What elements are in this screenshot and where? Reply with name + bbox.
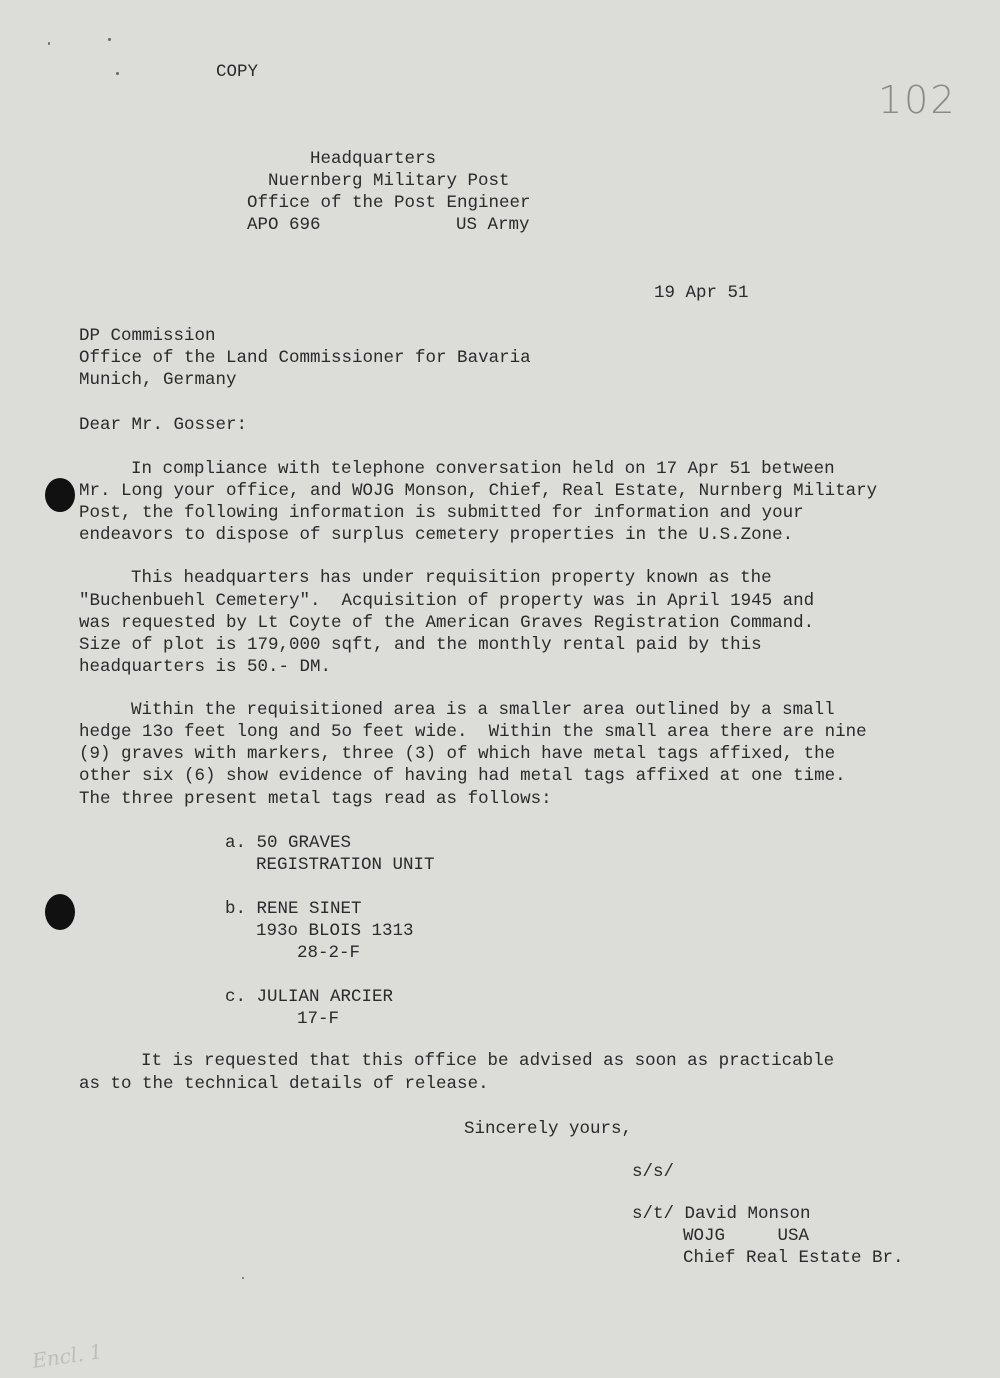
paragraph-line: endeavors to dispose of surplus cemetery properties in the U.S.Zone. <box>79 525 794 545</box>
paragraph-line: hedge 13o feet long and 5o feet wide. Within the small area there are nine <box>79 722 867 742</box>
letterhead-army: US Army <box>456 215 530 235</box>
punch-hole-bottom <box>45 894 75 930</box>
paragraph-line: It is requested that this office be advised as soon as practicable <box>141 1051 835 1071</box>
paragraph-line: (9) graves with markers, three (3) of which have metal tags affixed, the <box>79 744 836 764</box>
recipient-line1: DP Commission <box>79 326 216 346</box>
tag-b-line2: 193o BLOIS 1313 <box>256 921 414 941</box>
copy-mark: COPY <box>216 62 259 82</box>
closing: Sincerely yours, <box>464 1119 633 1139</box>
paragraph-line: other six (6) show evidence of having had metal tags affixed at one time. <box>79 766 846 786</box>
tag-b-line3: 28-2-F <box>297 943 361 963</box>
letter-date: 19 Apr 51 <box>654 283 749 303</box>
paragraph-line: was requested by Lt Coyte of the American Graves Registration Command. <box>79 613 815 633</box>
signature-mark: s/s/ <box>632 1162 675 1182</box>
paragraph-line: In compliance with telephone conversation held on 17 Apr 51 between <box>131 459 835 479</box>
salutation: Dear Mr. Gosser: <box>79 415 248 435</box>
page-number: 102 <box>878 78 957 122</box>
punch-hole-top <box>45 478 75 512</box>
paper-speck <box>108 38 111 41</box>
tag-c-line1: c. JULIAN ARCIER <box>225 987 394 1007</box>
paragraph-line: The three present metal tags read as follows: <box>79 789 552 809</box>
recipient-line3: Munich, Germany <box>79 370 237 390</box>
tag-b-line1: b. RENE SINET <box>225 899 362 919</box>
letterhead-line3: Office of the Post Engineer <box>247 193 531 213</box>
paragraph-line: Mr. Long your office, and WOJG Monson, Chief, Real Estate, Nurnberg Military <box>79 481 878 501</box>
paragraph-line: Post, the following information is submitted for information and your <box>79 503 804 523</box>
letterhead-line2: Nuernberg Military Post <box>268 171 510 191</box>
signature-line1: s/t/ David Monson <box>632 1204 811 1224</box>
paragraph-line: Size of plot is 179,000 sqft, and the monthly rental paid by this <box>79 635 762 655</box>
signature-line3: Chief Real Estate Br. <box>683 1248 904 1268</box>
tag-c-line2: 17-F <box>297 1009 340 1029</box>
recipient-line2: Office of the Land Commissioner for Bavaria <box>79 348 531 368</box>
paragraph-line: as to the technical details of release. <box>79 1074 489 1094</box>
paragraph-line: "Buchenbuehl Cemetery". Acquisition of property was in April 1945 and <box>79 591 815 611</box>
letterhead-line1: Headquarters <box>310 149 437 169</box>
paragraph-line: Within the requisitioned area is a smaller area outlined by a small <box>131 700 835 720</box>
enclosure-note: Encl. 1 <box>30 1339 104 1373</box>
signature-line2: WOJG USA <box>683 1226 810 1246</box>
paragraph-line: This headquarters has under requisition property known as the <box>131 568 772 588</box>
paper-speck <box>116 72 119 75</box>
letterhead-apo: APO 696 <box>247 215 321 235</box>
tag-a-line2: REGISTRATION UNIT <box>256 855 435 875</box>
paper-speck <box>48 42 50 45</box>
paragraph-line: headquarters is 50.- DM. <box>79 657 332 677</box>
paper-speck <box>242 1277 244 1279</box>
tag-a-line1: a. 50 GRAVES <box>225 833 352 853</box>
